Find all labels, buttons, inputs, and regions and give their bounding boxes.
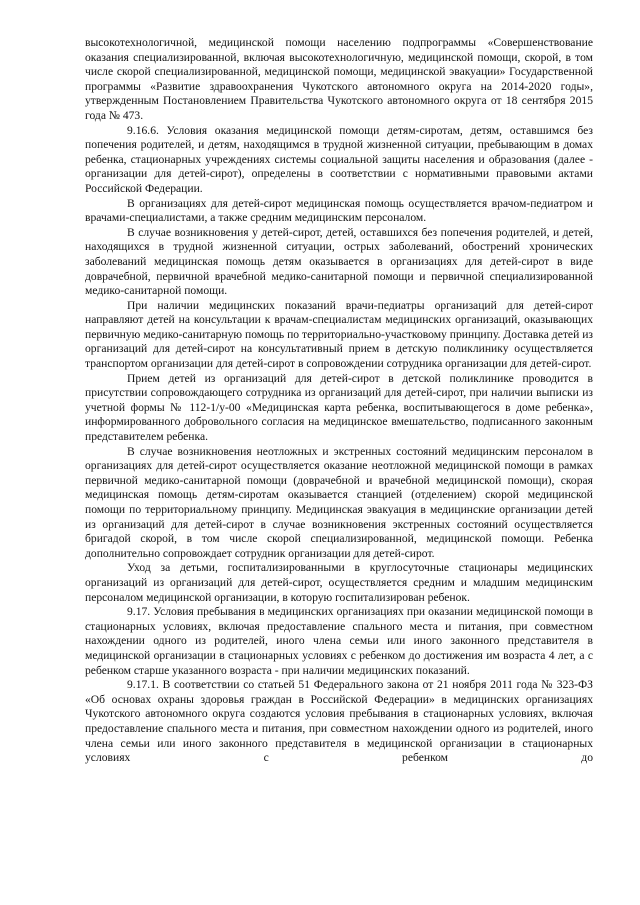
- paragraph-9-17-1: 9.17.1. В соответствии со статьей 51 Федерального закона от 21 ноября 2011 года № 323-ФЗ «Об основах охраны здоровья граждан в Российской Федерации» в медицинских организациях Чукотского автономного округа создаются условия пребывания в стационарных условиях, включая предоставление спального места и питания, при совместном нахождении одного из родителей, иного члена семьи или иного законного представителя в медицинской организации в стационарных условиях с ребенком до: [85, 678, 593, 765]
- paragraph-acute-diseases: В случае возникновения у детей-сирот, детей, оставшихся без попечения родителей, и детей, находящихся в трудной жизненной ситуации, острых заболеваний, обострений хронических заболеваний медицинская помощь детям оказывается в организациях для детей-сирот в виде доврачебной, первичной врачебной медико-санитарной помощи и первичной специализированной медико-санитарной помощи.: [85, 225, 593, 298]
- paragraph-program-continuation: высокотехнологичной, медицинской помощи населению подпрограммы «Совершенствование оказания специализированной, включая высокотехнологичную, медицинской помощи, скорой, в том числе скорой специализированной, медицинской помощи, медицинской эвакуации» Государственной программы «Развитие здравоохранения Чукотского автономного округа на 2014-2020 годы», утвержденным Постановлением Правительства Чукотского автономного округа от 18 сентября 2015 года № 473.: [85, 36, 593, 122]
- paragraph-9-17: 9.17. Условия пребывания в медицинских организациях при оказании медицинской помощи в стационарных условиях, включая предоставление спального места и питания, при совместном нахождении одного из родителей, иного члена семьи или иного законного представителя в медицинской организации в стационарных условиях с ребенком до достижения им возраста 4 лет, а с ребенком старше указанного возраста - при наличии медицинских показаний.: [85, 605, 593, 677]
- paragraph-polyclinic-reception: Прием детей из организаций для детей-сирот в детской поликлинике проводится в присутствии сопровождающего сотрудника из организаций для детей-сирот, при наличии выписки из учетной формы № 112-1/у-00 «Медицинская карта ребенка, воспитывающегося в доме ребенка», информированного добровольного согласия на медицинское вмешательство, подписанного законным представителем ребенка.: [85, 371, 593, 444]
- paragraph-hospital-care: Уход за детьми, госпитализированными в круглосуточные стационары медицинских организаций из организаций для детей-сирот, осуществляется средним и младшим медицинским персоналом медицинской организации, в которую госпитализирован ребенок.: [85, 561, 593, 604]
- document-page: [85, 36, 593, 766]
- paragraph-orphan-organizations-care: В организациях для детей-сирот медицинская помощь осуществляется врачом-педиатром и врачами-специалистами, а также средним медицинским персоналом.: [85, 196, 593, 225]
- paragraph-emergency-care: В случае возникновения неотложных и экстренных состояний медицинским персоналом в организациях для детей-сирот осуществляется оказание неотложной медицинской помощи в рамках первичной медико-санитарной помощи (доврачебной и врачебной медицинской помощи), скорая медицинская помощь детям-сиротам оказывается станцией (отделением) скорой медицинской помощи по территориальному принципу. Медицинская эвакуация в медицинские организации детей из организаций для детей-сирот в случае возникновения экстренных состояний осуществляется бригадой скорой, в том числе скорой специализированной, медицинской помощи. Ребенка дополнительно сопровождает сотрудник организации для детей-сирот.: [85, 444, 593, 560]
- paragraph-9-16-6: 9.16.6. Условия оказания медицинской помощи детям-сиротам, детям, оставшимся без попечения родителей, и детям, находящимся в трудной жизненной ситуации, пребывающим в домах ребенка, стационарных учреждениях системы социальной защиты населения и образования (далее - организации для детей-сирот), определены в соответствии с нормативными правовыми актами Российской Федерации.: [85, 123, 593, 195]
- paragraph-specialist-referral: При наличии медицинских показаний врачи-педиатры организаций для детей-сирот направляют детей на консультации к врачам-специалистам медицинских организаций, оказывающих первичную медико-санитарную помощь по территориально-участковому принципу. Доставка детей из организаций для детей-сирот на консультативный прием в детскую поликлинику осуществляется транспортом организации для детей-сирот в сопровождении сотрудника организации для детей-сирот.: [85, 298, 593, 371]
